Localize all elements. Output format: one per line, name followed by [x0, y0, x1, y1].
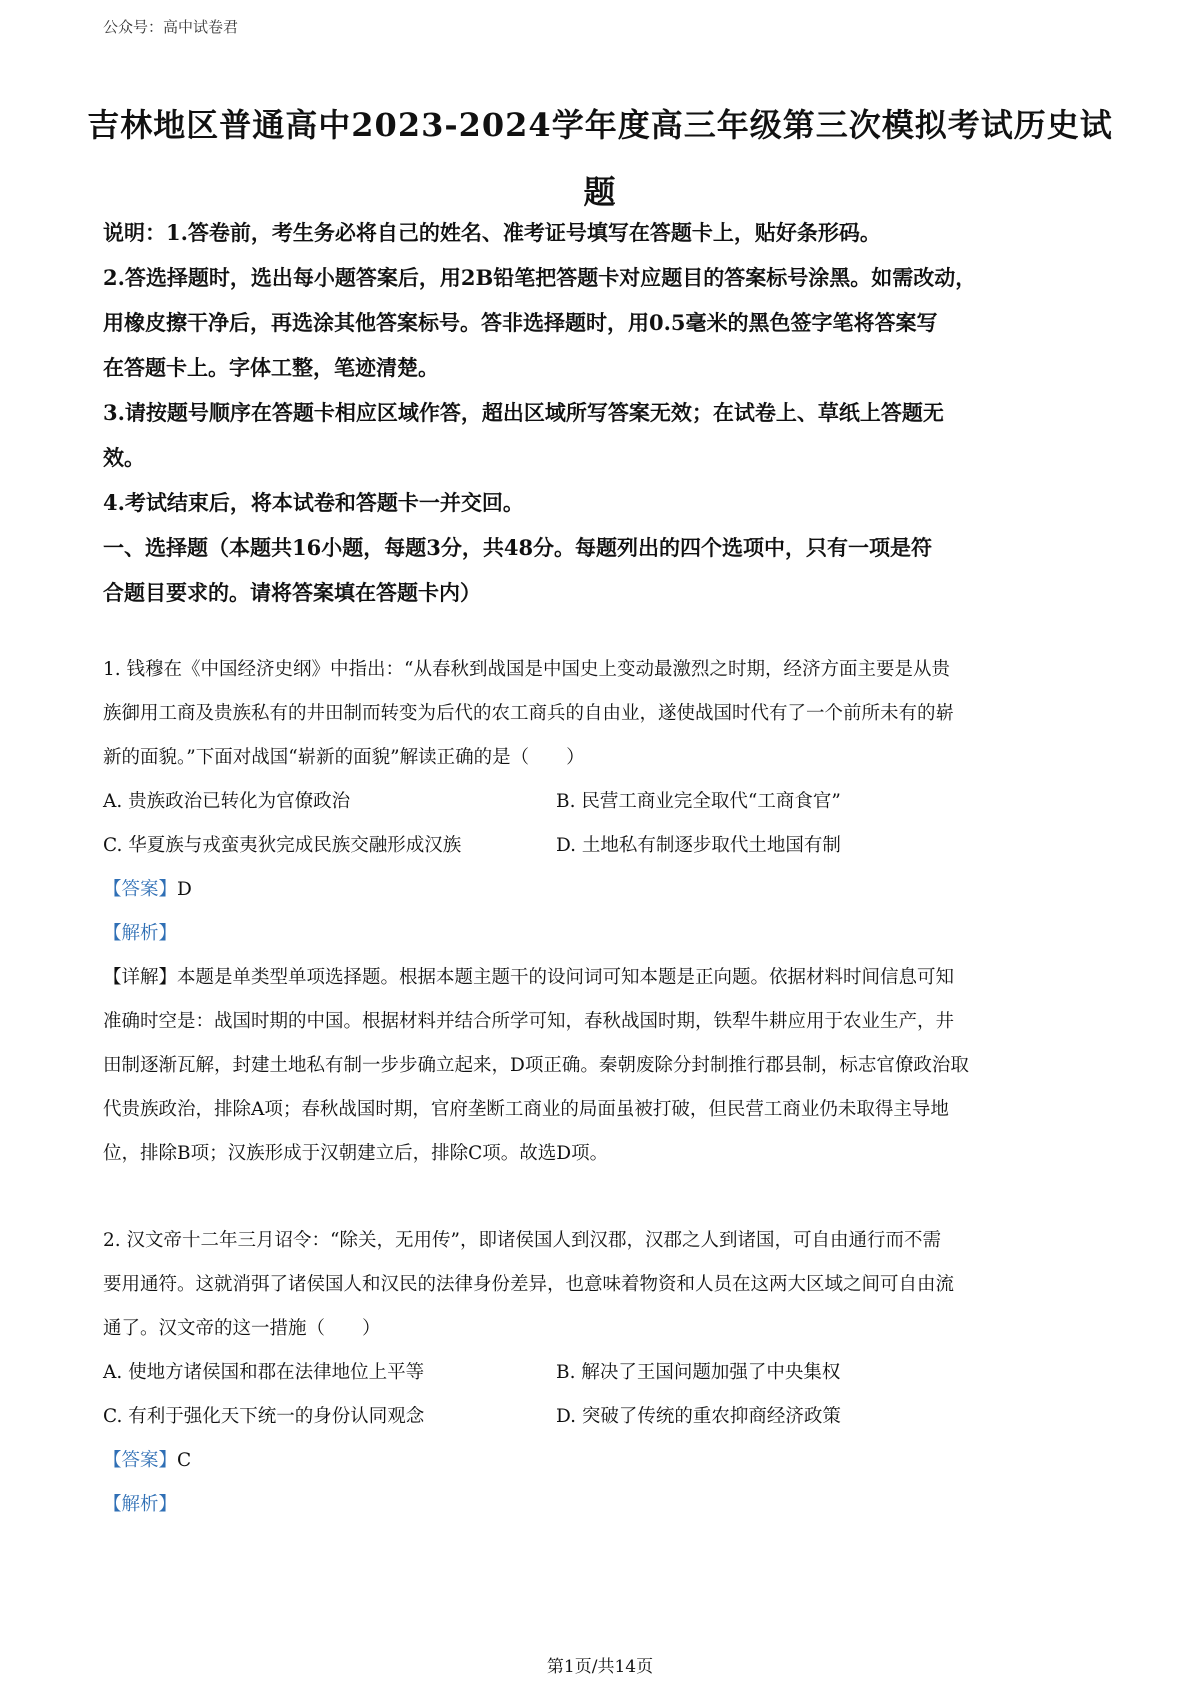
- q1-option-d: D. 土地私有制逐步取代土地国有制: [556, 835, 841, 856]
- instruction-2c: 在答题卡上。字体工整，笔迹清楚。: [103, 355, 439, 380]
- q2-answer: [103, 1439, 1103, 1483]
- q1-stem-2: 族御用工商及贵族私有的井田制而转变为后代的农工商兵的自由业，遂使战国时代有了一个前所未有的崭: [103, 703, 955, 724]
- q2-stem-3: 通了。汉文帝的这一措施（ ）: [103, 1318, 381, 1339]
- q1-answer: [103, 868, 1103, 912]
- q2-option-a: A. 使地方诸侯国和郡在法律地位上平等: [103, 1362, 425, 1383]
- answer-value: D: [177, 879, 192, 900]
- instruction-3a: 3.请按题号顺序在答题卡相应区域作答，超出区域所写答案无效；在试卷上、草纸上答题无: [103, 400, 944, 425]
- q1-detail-1: [103, 956, 1103, 1000]
- q1-option-c: C. 华夏族与戎蛮夷狄完成民族交融形成汉族: [103, 835, 462, 856]
- question-2: [103, 1219, 1103, 1527]
- q1-stem-1: 1. 钱穆在《中国经济史纲》中指出：“从春秋到战国是中国史上变动最激烈之时期，经济方面主要是从贵: [103, 659, 950, 680]
- header-wechat: 公众号：高中试卷君: [103, 18, 239, 36]
- instruction-2b: 用橡皮擦干净后，再选涂其他答案标号。答非选择题时，用0.5毫米的黑色签字笔将答案写: [103, 310, 938, 335]
- q2-option-b: B. 解决了王国问题加强了中央集权: [556, 1362, 841, 1383]
- answer-value: C: [177, 1450, 192, 1471]
- q1-stem-3: 新的面貌。”下面对战国“崭新的面貌”解读正确的是（ ）: [103, 747, 585, 768]
- q1-detail-2: 准确时空是：战国时期的中国。根据材料并结合所学可知，春秋战国时期，铁犁牛耕应用于农业生产，井: [103, 1011, 955, 1032]
- instruction-1: 说明：1.答卷前，考生务必将自己的姓名、准考证号填写在答题卡上，贴好条形码。: [103, 220, 881, 245]
- q1-detail-3: 田制逐渐瓦解，封建土地私有制一步步确立起来，D项正确。秦朝废除分封制推行郡县制，标志官僚政治取: [103, 1055, 969, 1076]
- section-heading: 一、选择题（本题共16小题，每题3分，共48分。每题列出的四个选项中，只有一项是符: [103, 535, 933, 560]
- question-1: [103, 648, 1103, 1176]
- page-number: 第1页/共14页: [546, 1657, 654, 1677]
- section-heading-cont: 合题目要求的。请将答案填在答题卡内）: [103, 580, 481, 605]
- instruction-4: 4.考试结束后，将本试卷和答题卡一并交回。: [103, 490, 524, 515]
- q2-stem-1: 2. 汉文帝十二年三月诏令：“除关，无用传”，即诸侯国人到汉郡，汉郡之人到诸国，可自由通行而不需: [103, 1230, 941, 1251]
- instructions: [103, 210, 1103, 615]
- q2-stem-2: 要用通符。这就消弭了诸侯国人和汉民的法律身份差异，也意味着物资和人员在这两大区域之间可自由流: [103, 1274, 955, 1295]
- instruction-2a: 2.答选择题时，选出每小题答案后，用2B铅笔把答题卡对应题目的答案标号涂黑。如需改动，: [103, 265, 977, 290]
- instruction-3b: 效。: [103, 445, 145, 470]
- q1-option-b: B. 民营工商业完全取代“工商食官”: [556, 791, 841, 812]
- q1-detail-5: 位，排除B项；汉族形成于汉朝建立后，排除C项。故选D项。: [103, 1143, 609, 1164]
- detail-text: 本题是单类型单项选择题。根据本题主题干的设问词可知本题是正向题。依据材料时间信息可知: [177, 967, 955, 988]
- q2-analysis-tag: 【解析】: [103, 1494, 178, 1515]
- answer-tag: 【答案】: [103, 879, 178, 900]
- page-title-cont: 题: [583, 173, 617, 211]
- q2-option-c: C. 有利于强化天下统一的身份认同观念: [103, 1406, 425, 1427]
- answer-tag: 【答案】: [103, 1450, 178, 1471]
- q1-detail-4: 代贵族政治，排除A项；春秋战国时期，官府垄断工商业的局面虽被打破，但民营工商业仍未取得主导地: [103, 1099, 949, 1120]
- q1-analysis-tag: 【解析】: [103, 923, 178, 944]
- detail-tag: 【详解】: [103, 967, 178, 988]
- q1-option-a: A. 贵族政治已转化为官僚政治: [103, 791, 351, 812]
- page-title: 吉林地区普通高中2023-2024学年度高三年级第三次模拟考试历史试: [87, 106, 1113, 144]
- q2-option-d: D. 突破了传统的重农抑商经济政策: [556, 1406, 841, 1427]
